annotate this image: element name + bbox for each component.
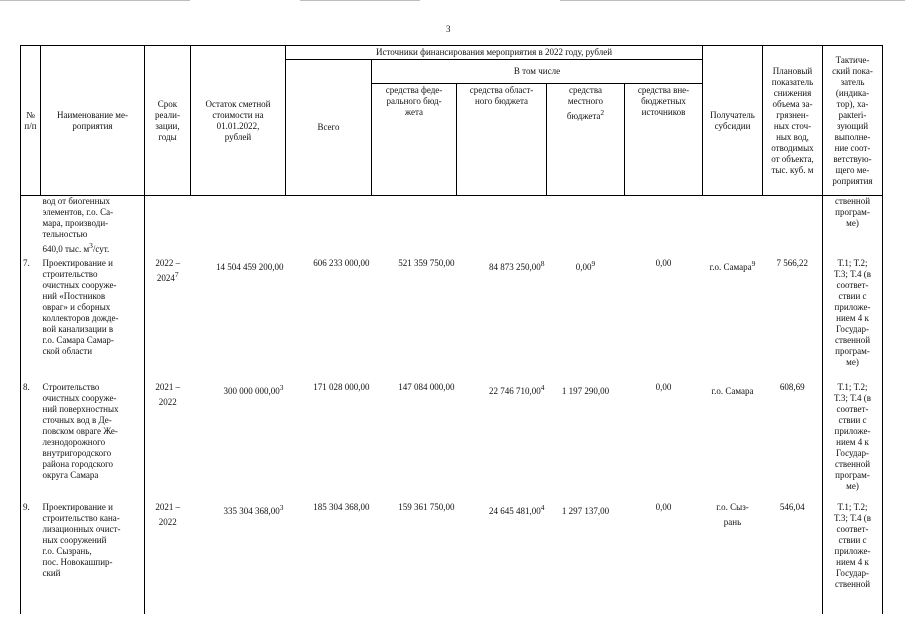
cell-regional <box>457 258 547 382</box>
cell-plan: 546,04 <box>763 502 823 614</box>
cell-term <box>145 382 191 502</box>
cell-federal: 147 084 000,00 <box>398 381 455 392</box>
cell-recipient-text: г.о. Самара <box>711 385 754 396</box>
cell-local-text: 1 197 290,00 <box>561 385 610 396</box>
financing-table <box>20 45 883 614</box>
header-regional: средства област- ного бюджета <box>457 84 547 196</box>
table-body <box>21 196 883 614</box>
cell-term-text: 2021 – 2022 <box>155 501 181 527</box>
scan-artifact-line <box>560 0 905 1</box>
cell-term <box>145 258 191 382</box>
header-local-text: средства местного бюджета <box>566 85 604 121</box>
cell-balance <box>191 258 286 382</box>
cell-term-text: 2021 – 2022 <box>155 381 181 407</box>
cell-plan: 608,69 <box>763 382 823 502</box>
cell-regional <box>457 382 547 502</box>
cell-name: Проектирование и строительство очистных сооруже- ний «Постников овраг» и сборных коллекторов дожде- вой канализации в г.о. Самара Самар- ской области <box>41 258 145 382</box>
cell-tactic: Т.1; Т.2; Т.3; Т.4 (в соответ- ствии с приложе- нием 4 к Государ- ственной програм- ме) <box>823 382 883 502</box>
header-local-sup: 2 <box>600 108 605 117</box>
cell-total: 185 304 368,00 <box>313 501 370 512</box>
cell-name-continued-tail: /сут. <box>92 244 110 254</box>
cell-recipient-text: г.о. Самара <box>709 261 752 272</box>
header-federal: средства феде- рального бюд- жета <box>372 84 457 196</box>
cell-plan: 7 566,22 <box>763 258 823 382</box>
header-including-group: В том числе <box>372 60 703 84</box>
cell-total: 171 028 000,00 <box>313 381 370 392</box>
header-tactic: Тактиче- ский пока- затель (индика- тор), ха- ракteri- зующий выполне- ние соот- ветствую- щего ме- роприятия <box>823 46 883 196</box>
header-plan: Плановый показатель снижения объема за- грязнен- ных сточ- ных вод, отводимых от объекта, тыс. куб. м <box>763 46 823 196</box>
cell-name-continued-text: вод от биогенных элементов, г.о. Са- мара, производи- тельностью 640,0 тыс. м <box>42 196 114 254</box>
cell-num: 9. <box>21 502 41 614</box>
cell-recipient <box>703 382 763 502</box>
cell-local <box>547 502 625 614</box>
cell-balance-text: 14 504 459 200,00 <box>216 261 284 272</box>
header-total: Всего <box>286 60 372 196</box>
cell-recipient <box>703 258 763 382</box>
cell-total: 606 233 000,00 <box>313 257 370 268</box>
cell-name-continued <box>41 196 145 258</box>
cell-local-text: 0,00 <box>575 261 592 272</box>
cell-recipient <box>703 502 763 614</box>
cell-num: 7. <box>21 258 41 382</box>
cell-name-continued-sup: 3 <box>89 241 93 250</box>
cell-regional-sup: 4 <box>540 382 545 392</box>
cell-balance-sup: 3 <box>279 502 284 512</box>
table-row <box>21 382 883 502</box>
cell-federal: 159 361 750,00 <box>398 501 455 512</box>
cell-term-text: 2022 – 2024 <box>155 257 181 283</box>
scan-artifact-line <box>0 0 190 1</box>
header-local <box>547 84 625 196</box>
cell-term-sup: 7 <box>174 269 179 279</box>
cell-local <box>547 382 625 502</box>
cell-num: 8. <box>21 382 41 502</box>
cell-name: Строительство очистных сооруже- ний поверхностных сточных вод в Де- повском овраге Же- лезнодорожного внутригородского района городского округа Самара <box>41 382 145 502</box>
cell-term <box>145 502 191 614</box>
header-term: Срок реали- зации, годы <box>145 46 191 196</box>
header-num: № п/п <box>21 46 41 196</box>
cell-balance <box>191 382 286 502</box>
cell-tactic-continued: ственной програм- ме) <box>823 196 883 258</box>
table-header <box>21 46 883 196</box>
cell-balance-text: 300 000 000,00 <box>223 385 280 396</box>
cell-balance-sup: 3 <box>279 382 284 392</box>
table-row <box>21 258 883 382</box>
cell-federal: 521 359 750,00 <box>398 257 455 268</box>
cell-tactic: Т.1; Т.2; Т.3; Т.4 (в соответ- ствии с приложе- нием 4 к Государ- ственной <box>823 502 883 614</box>
header-name: Наименование ме- роприятия <box>41 46 145 196</box>
cell-local-text: 1 297 137,00 <box>561 505 610 516</box>
table-row-continuation <box>21 196 883 258</box>
page-number: 3 <box>446 24 451 34</box>
scan-artifact-line <box>300 0 420 1</box>
cell-tactic: Т.1; Т.2; Т.3; Т.4 (в соответ- ствии с приложе- нием 4 к Государ- ственной програм- ме) <box>823 258 883 382</box>
table-row <box>21 502 883 614</box>
cell-balance-text: 335 304 368,00 <box>223 505 280 516</box>
cell-recipient-text: г.о. Сыз- рань <box>716 501 749 527</box>
header-recipient: Получатель субсидии <box>703 46 763 196</box>
cell-regional-text: 84 873 250,00 <box>489 261 541 272</box>
header-sources-group: Источники финансирования мероприятия в 2022 году, рублей <box>286 46 703 60</box>
cell-local-sup: 9 <box>591 258 596 268</box>
cell-extra: 0,00 <box>655 257 672 268</box>
cell-regional-text: 22 746 710,00 <box>489 385 541 396</box>
cell-recipient-sup: 9 <box>751 258 756 268</box>
cell-regional-sup: 8 <box>540 258 545 268</box>
cell-extra: 0,00 <box>655 381 672 392</box>
cell-balance <box>191 502 286 614</box>
header-balance: Остаток сметной стоимости на 01.01.2022, рублей <box>191 46 286 196</box>
header-extra: средства вне- бюджетных источников <box>625 84 703 196</box>
cell-regional-text: 24 645 481,00 <box>489 505 541 516</box>
cell-regional <box>457 502 547 614</box>
cell-extra: 0,00 <box>655 501 672 512</box>
cell-local <box>547 258 625 382</box>
cell-name: Проектирование и строительство кана- лизационных очист- ных сооружений г.о. Сызрань, пос. Новокашпир- ский <box>41 502 145 614</box>
cell-regional-sup: 4 <box>540 502 545 512</box>
